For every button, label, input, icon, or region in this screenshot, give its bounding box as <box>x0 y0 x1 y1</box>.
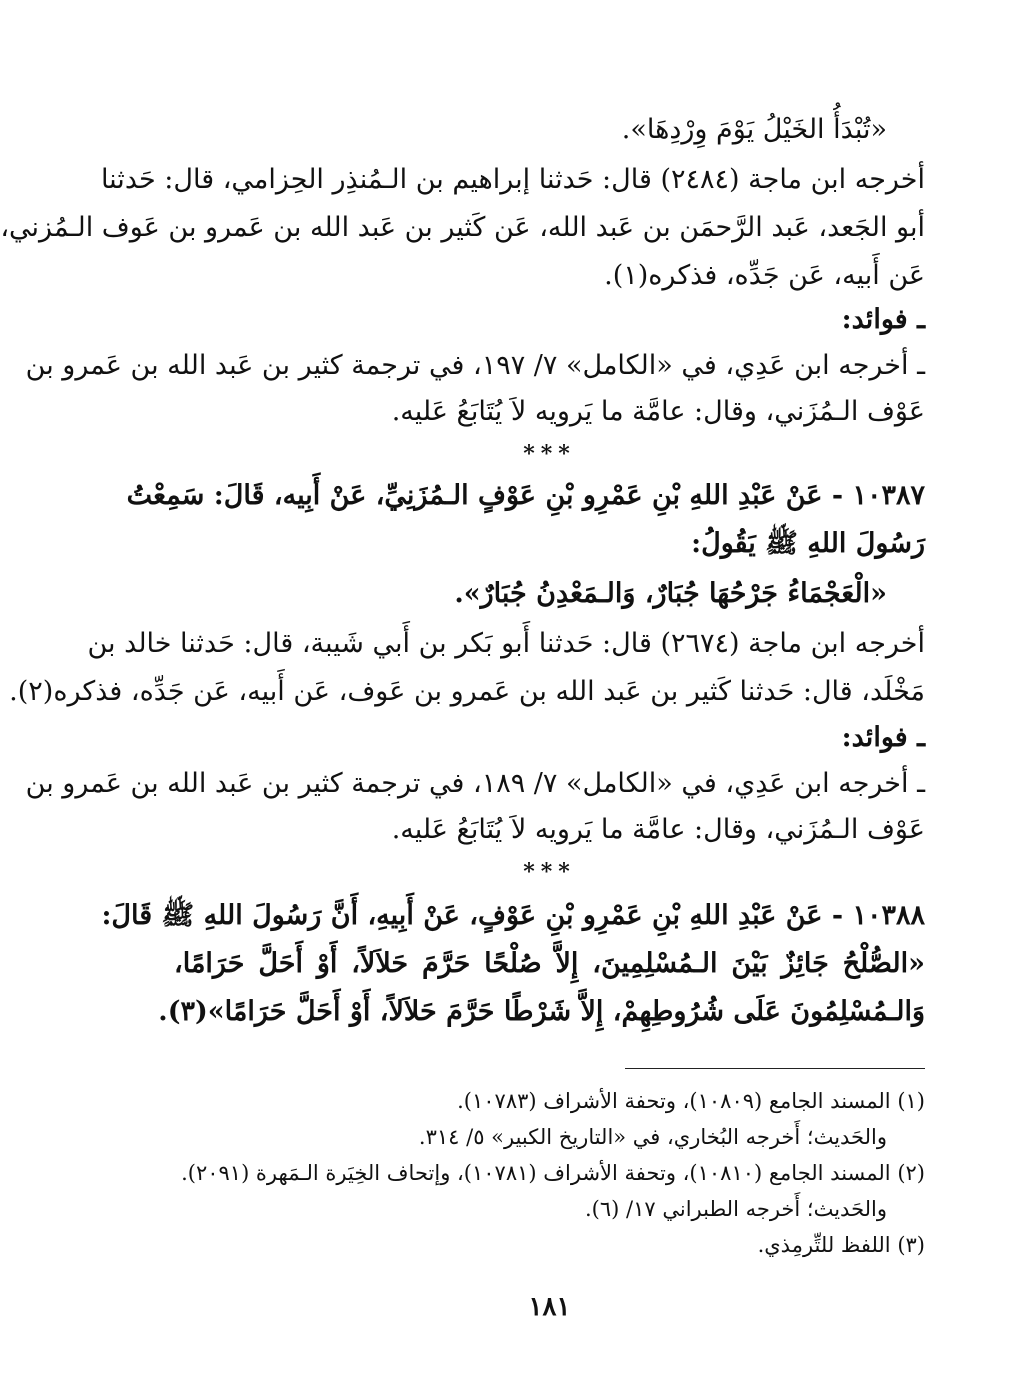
takhrij-line: مَخْلَد، قال: حَدثنا كَثير بن عَبد الله بن عَمرو بن عَوف، عَن أَبيه، عَن جَدِّه، فذكره(٢). <box>9 676 925 707</box>
fawaid-line: ـ أخرجه ابن عَدِي، في «الكامل» ٧/ ١٩٧، في ترجمة كثير بن عَبد الله بن عَمرو بن <box>25 350 925 381</box>
fawaid-heading: ـ فوائد: <box>841 722 925 753</box>
hadith-text-line: وَالـمُسْلِمُونَ عَلَى شُرُوطِهِمْ، إِلاَّ شَرْطًا حَرَّمَ حَلاَلاً، أَوْ أَحَلَّ حَرَامًا»(٣). <box>158 996 925 1027</box>
section-separator: *** <box>523 859 576 885</box>
fawaid-line: عَوْف الـمُزَني، وقال: عامَّة ما يَرويه لاَ يُتَابَعُ عَليه. <box>391 814 925 845</box>
footnote-line: (٣) اللفظ للتِّرمِذي. <box>757 1233 925 1257</box>
footnote-line: (١) المسند الجامع (١٠٨٠٩)، وتحفة الأشراف (١٠٧٨٣). <box>457 1089 925 1113</box>
hadith-text-line: «الصُّلْحُ جَائِزٌ بَيْنَ الـمُسْلِمِينَ، إِلاَّ صُلْحًا حَرَّمَ حَلاَلاً، أَوْ أَحَلَّ حَرَامًا، <box>174 948 925 979</box>
page-number: ١٨١ <box>528 1292 571 1322</box>
hadith-heading-line: ١٠٣٨٨ - عَنْ عَبْدِ اللهِ بْنِ عَمْرِو بْنِ عَوْفٍ، عَنْ أَبِيهِ، أَنَّ رَسُولَ اللهِ ﷺ قَالَ: <box>101 900 925 931</box>
fawaid-line: عَوْف الـمُزَني، وقال: عامَّة ما يَرويه لاَ يُتَابَعُ عَليه. <box>391 396 925 427</box>
footnote-line: (٢) المسند الجامع (١٠٨١٠)، وتحفة الأشراف (١٠٧٨١)، وإتحاف الخِيَرة الـمَهرة (٢٠٩١). <box>181 1161 925 1185</box>
takhrij-line: أخرجه ابن ماجة (٢٦٧٤) قال: حَدثنا أَبو بَكر بن أَبي شَيبة، قال: حَدثنا خالد بن <box>87 628 925 659</box>
hadith-text-line: «تُبْدَأُ الخَيْلُ يَوْمَ وِرْدِهَا». <box>621 114 887 145</box>
footnote-line: والحَديث؛ أَخرجه البُخاري، في «التاريخ الكبير» ٥/ ٣١٤. <box>418 1125 887 1149</box>
takhrij-line: عَن أَبيه، عَن جَدِّه، فذكره(١). <box>604 260 925 291</box>
fawaid-line: ـ أخرجه ابن عَدِي، في «الكامل» ٧/ ١٨٩، في ترجمة كثير بن عَبد الله بن عَمرو بن <box>25 768 925 799</box>
hadith-heading-line: ١٠٣٨٧ - عَنْ عَبْدِ اللهِ بْنِ عَمْرِو بْنِ عَوْفٍ الـمُزَنِيِّ، عَنْ أَبِيه، قَالَ: سَمِعْتُ <box>126 480 925 511</box>
takhrij-line: أبو الجَعد، عَبد الرَّحمَن بن عَبد الله، عَن كَثير بن عَبد الله بن عَمرو بن عَوف الـمُزني، <box>0 212 925 243</box>
takhrij-line: أخرجه ابن ماجة (٢٤٨٤) قال: حَدثنا إبراهيم بن الـمُنذِر الحِزامي، قال: حَدثنا <box>100 164 925 195</box>
section-separator: *** <box>523 441 576 467</box>
footnote-separator <box>625 1068 925 1069</box>
footnote-line: والحَديث؛ أَخرجه الطبراني ١٧/ (٦). <box>585 1197 887 1221</box>
hadith-text-line: «الْعَجْمَاءُ جَرْحُهَا جُبَارٌ، وَالـمَعْدِنُ جُبَارٌ». <box>454 578 887 609</box>
hadith-heading-line: رَسُولَ اللهِ ﷺ يَقُولُ: <box>691 528 925 559</box>
book-page <box>0 110 925 1345</box>
fawaid-heading: ـ فوائد: <box>841 304 925 335</box>
